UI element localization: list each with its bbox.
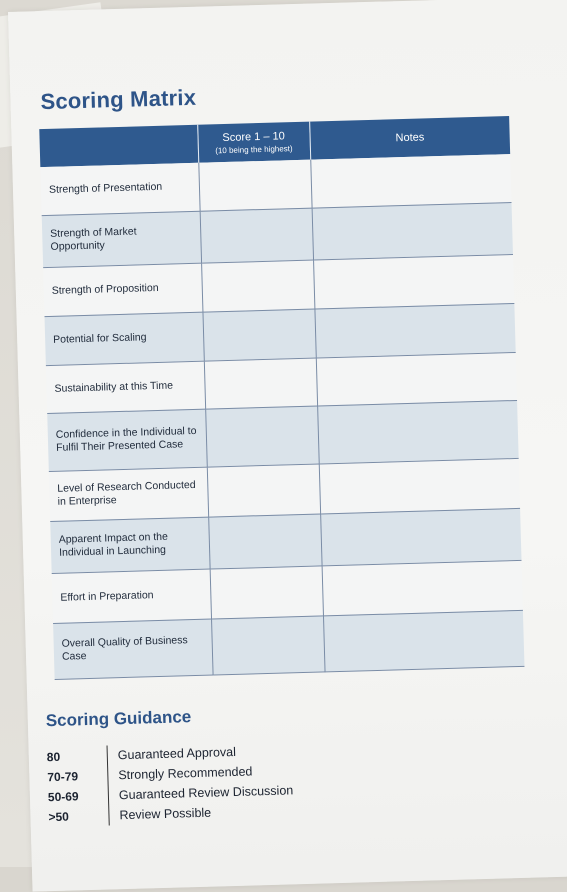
criterion-cell: Strength of Market Opportunity xyxy=(42,211,201,267)
criterion-cell: Effort in Preparation xyxy=(52,569,211,623)
criterion-cell: Confidence in the Individual to Fulfil Their Presented Case xyxy=(47,409,207,471)
header-notes xyxy=(309,116,510,160)
score-cell[interactable] xyxy=(205,406,319,467)
header-criterion xyxy=(39,125,198,167)
score-cell[interactable] xyxy=(207,464,320,517)
notes-cell[interactable] xyxy=(317,400,519,464)
guidance-label: Guaranteed Approval xyxy=(107,742,237,766)
page-title: Scoring Matrix xyxy=(40,84,197,115)
scoring-matrix-table xyxy=(39,116,524,679)
notes-cell[interactable] xyxy=(312,202,513,260)
notes-cell[interactable] xyxy=(319,458,520,514)
criterion-cell: Potential for Scaling xyxy=(45,312,204,365)
score-cell[interactable] xyxy=(208,513,321,568)
table-row xyxy=(53,610,524,679)
guidance-label: Strongly Recommended xyxy=(107,761,253,785)
notes-cell[interactable] xyxy=(323,610,524,672)
guidance-title: Scoring Guidance xyxy=(45,707,192,731)
score-cell[interactable] xyxy=(204,358,317,409)
guidance-score: 80 xyxy=(46,749,61,765)
score-cell[interactable] xyxy=(210,565,323,618)
guidance-score: 70-79 xyxy=(47,769,79,785)
header-score-sublabel: (10 being the highest) xyxy=(215,143,293,155)
criterion-cell: Apparent Impact on the Individual in Launching xyxy=(50,517,209,573)
score-cell[interactable] xyxy=(201,260,314,312)
criterion-cell: Overall Quality of Business Case xyxy=(53,619,213,679)
guidance-label: Review Possible xyxy=(108,803,211,826)
notes-cell[interactable] xyxy=(316,352,517,406)
scoring-sheet xyxy=(8,0,567,892)
guidance-score: 50-69 xyxy=(47,789,79,805)
criterion-cell: Sustainability at this Time xyxy=(46,361,205,413)
score-cell[interactable] xyxy=(198,160,311,211)
criterion-cell: Strength of Presentation xyxy=(40,163,199,215)
notes-cell[interactable] xyxy=(310,154,511,208)
score-cell[interactable] xyxy=(202,309,315,361)
score-cell[interactable] xyxy=(211,615,325,674)
criterion-cell: Level of Research Conducted in Enterprise xyxy=(49,467,208,521)
notes-cell[interactable] xyxy=(313,254,514,309)
score-cell[interactable] xyxy=(200,208,313,263)
header-score-label: Score 1 – 10 xyxy=(222,129,285,144)
guidance-score: >50 xyxy=(48,809,70,825)
guidance-label: Guaranteed Review Discussion xyxy=(108,780,294,805)
criterion-cell: Strength of Proposition xyxy=(43,263,202,316)
notes-cell[interactable] xyxy=(314,303,515,358)
header-score xyxy=(197,122,310,163)
header-notes-label: Notes xyxy=(395,131,425,145)
guidance-list xyxy=(47,738,369,827)
notes-cell[interactable] xyxy=(320,508,521,566)
notes-cell[interactable] xyxy=(322,560,523,616)
